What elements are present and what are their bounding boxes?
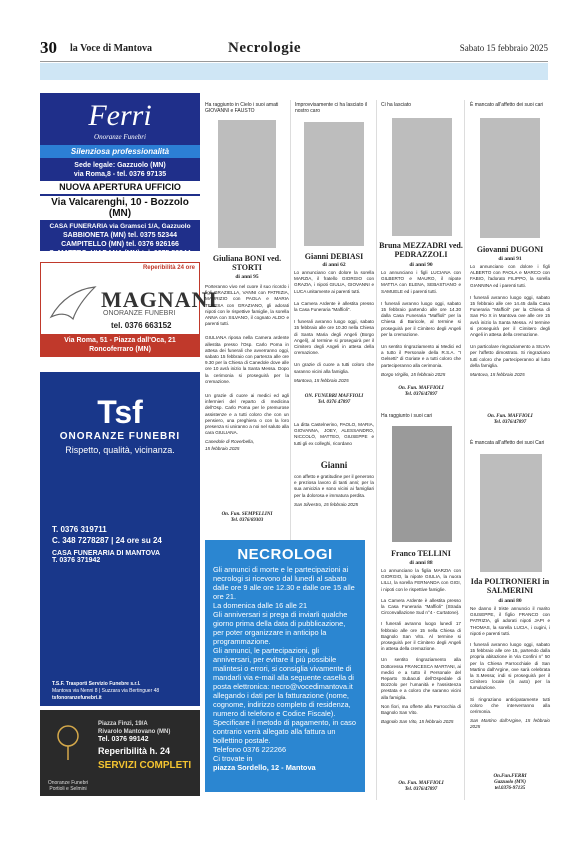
notice-body xyxy=(294,474,374,511)
portioli-a2: Rivarolo Mantovano (MN) xyxy=(98,729,171,735)
notice-paragraph: Non fiori, ma offerte alla Parrocchia di Bagnolo San Vito. xyxy=(381,703,461,716)
ferri-new-office: NUOVA APERTURA UFFICIO xyxy=(40,181,200,194)
publication-name: la Voce di Mantova xyxy=(70,43,152,54)
page-number: 30 xyxy=(40,38,57,57)
sig-name: ON. FUNEBRI MAFFIOLI xyxy=(304,394,364,399)
tsf-f3: tsfonoranzefunebri.it xyxy=(52,695,102,701)
notice-paragraph: Lo annunciano la figlia MARZIA con GIORGIO, la nipote GIULIA, la nuora LILLI, la sorella FERNANDA con GIGI, i nipoti con le rispettive famiglie. xyxy=(381,568,461,592)
notice-body xyxy=(205,284,289,455)
notice-intro: Ha raggiunto i suoi cari xyxy=(381,413,433,419)
notice-paragraph: con affetto e gratitudine per il generoso e preziosa lavoro di tanti anni; per la sua amicizia e sono vicini ai famigliari per la dolorosa e immatura perdita. xyxy=(294,474,374,498)
sig-tel: Tel. 0376/47897 xyxy=(493,420,527,425)
notice-paragraph: GIULIANA riposa nella Camera ardente allestita presso l'Osp. Carlo Poma in attesa dei funerali che avverranno oggi, sabato 15 febbraio con partenza alle ore 9.30 per la Chiesa di Canedole dove alle ore 10 avrà inizio la Santa Messa. Dopo la cerimonia si proseguirà per la cremazione. xyxy=(205,335,289,384)
funeral-home-signature xyxy=(381,386,461,398)
page-header xyxy=(40,36,548,62)
deceased-name: Bruna MEZZADRI ved. PEDRAZZOLI xyxy=(379,241,463,259)
portioli-logo xyxy=(44,780,92,792)
rose-icon xyxy=(46,718,90,762)
sig-tel: Tel. 0376 47897 xyxy=(317,400,351,405)
notice-paragraph: La Camera Ardente è allestita presso la Casa Funeraria "Maffioli". xyxy=(294,300,374,313)
tsf-footer xyxy=(52,681,159,702)
info-line: Gli annunci, le partecipazioni, gli anniversari, per evitare il più possibile malintesi o errori, si consiglia vivamente di mandarli via e-mail alla seguente casella di posta elettronica: necro@vocedimantova.it allegando i dati per la fatturazione (nome, cognome, indirizzo completo di residenza, numero di telefono e Codice Fiscale). xyxy=(213,646,354,718)
info-line: Telefono 0376 222266 xyxy=(213,745,287,754)
tsf-slogan: Rispetto, qualità, vicinanza. xyxy=(65,445,175,455)
sig-tel: tel.0376-97135 xyxy=(494,786,526,791)
magnani-brand: MAGNANI xyxy=(101,287,218,312)
notice-place: San Martino dall'Argine, xyxy=(470,718,523,724)
ad-tsf-contacts[interactable] xyxy=(40,504,200,706)
notice-place: Bagnolo San Vito, 15 febbraio 2025 xyxy=(381,719,454,725)
sig-name: On.Fun.FERRI xyxy=(493,774,527,779)
column-separator xyxy=(290,100,291,540)
notice-paragraph: Un particolare ringraziamento a SILVIA per l'affetto dimostrato. Si ringraziano tutti coloro che parteciperanno al lutto della famiglia. xyxy=(470,344,550,368)
notice-body xyxy=(470,606,550,734)
portrait-photo xyxy=(304,122,364,246)
notice-paragraph: Un grazie di cuore a tutti coloro che saranno vicini alla famiglia. xyxy=(294,362,374,374)
deceased-name: Gianni xyxy=(320,460,348,470)
notice-intro: La ditta Castelnerino, PAOLO, MARIA, GIOVANNA, JOEY, ALESSANDRO, NICCOLÒ, MATTEO, GIUSEPPE e tutti gli ex colleghi, ricordano xyxy=(294,422,374,446)
tsf-home: CASA FUNERARIA DI MANTOVA xyxy=(52,550,161,557)
notice-paragraph: Porteranno vivo nel cuore il suo ricordo i figli GRAZIELLA, VANNI con PATRIZIA, MAURIZIO con PAOLA e MARIA TERESA con GRAZIANO, gli adorati nipoti con le rispettive famiglie, la sorella ANNA con SILVANO, il cognato ALDO e parenti tutti. xyxy=(205,284,289,327)
tsf-t1: T. 0376 319711 xyxy=(52,525,107,534)
notice-paragraph: Lo annunciano i figli LUCIANA con GILBERTO e MAURO, il nipote MATTIA con ELENA, SEBASTIANO e SAMUELE ed i parenti tutti. xyxy=(381,270,461,294)
ferri-new-office-addr: Via Valcarenghi, 10 - Bozzolo (MN) xyxy=(40,196,200,220)
deceased-age: di anni 80 xyxy=(498,598,522,604)
notice-paragraph: Si ringraziano anticipatamente tutti coloro che interverranno alla cerimonia. xyxy=(470,696,550,715)
sig-tel: Tel. 0376/47897 xyxy=(404,392,438,397)
notice-paragraph: Lo annunciano con dolore la sorella MARZIA, il fratello GIORGIO con GRAZIA, i nipoti GIULIA, GIOVANNI e LUCA unitamente ai parenti tutti. xyxy=(294,270,374,294)
notice-body xyxy=(294,270,374,387)
column-separator xyxy=(376,100,377,800)
sig-tel: Tel. 0376/47897 xyxy=(404,787,438,792)
ferri-l2: CAMPITELLO (MN) tel. 0376 926166 xyxy=(61,241,179,248)
tsf-sub: ONORANZE FUNEBRI xyxy=(59,431,181,442)
notice-date: 15 febbraio 2025 xyxy=(205,445,240,451)
necrologi-info-box xyxy=(205,540,365,792)
info-line: La domenica dalle 16 alle 21 xyxy=(213,601,308,610)
tsf-t2: C. 348 7278287 | 24 ore su 24 xyxy=(52,536,162,545)
deceased-name: Franco TELLINI xyxy=(391,549,451,558)
deceased-age: di anni 95 xyxy=(235,274,259,280)
notice-paragraph: Ne danno il triste annuncio il marito GIUSEPPE, il figlio FRANCO con PATRIZIA, gli adorati nipoti JAPI e THOMAS, la sorella LUCIA, i cugini, i nipoti e parenti tutti. xyxy=(470,606,550,636)
ferri-home: CASA FUNERARIA via Gramsci 1/A, Gazzuolo xyxy=(49,223,191,230)
notice-mezzadri xyxy=(381,102,461,108)
portrait-photo xyxy=(392,118,452,236)
magnani-address xyxy=(41,334,199,356)
sig-name: On. Fun. MAFFIOLI xyxy=(398,781,444,786)
notice-paragraph: I funerali avranno luogo oggi, sabato 15 febbraio alle ore 10.30 nella Chiesa di Santa Maria degli Angeli (Borgo Angeli), al termine si proseguirà per il Cimitero degli Angeli in attesa della cremazione. xyxy=(294,319,374,356)
deceased-age: di anni 91 xyxy=(498,256,522,262)
portioli-address xyxy=(98,720,170,744)
sig-name: On. Fun. MAFFIOLI xyxy=(398,386,444,391)
sig-tel: Tel. 0376/69303 xyxy=(230,518,264,523)
sig-city: Gazzuolo (MN) xyxy=(494,780,526,785)
funeral-home-signature xyxy=(205,512,289,524)
info-line: piazza Sordello, 12 - Mantova xyxy=(213,763,316,772)
tsf-brand: Tsf xyxy=(97,394,143,430)
notice-body xyxy=(470,264,550,381)
portrait-photo xyxy=(392,426,452,542)
ferri-address: via Roma,8 - tel. 0376 97135 xyxy=(73,171,167,178)
magnani-sub: ONORANZE FUNEBRI xyxy=(103,310,176,317)
funeral-home-signature xyxy=(381,781,461,793)
deceased-name: Giuliana BONI ved. STORTI xyxy=(212,254,282,272)
notice-place: San Silvestro, 15 febbraio 2025 xyxy=(294,501,359,507)
info-line: Gli anniversari si prega di inviarli qualche giorno prima della data di pubblicazione, per poter organizzare in anticipo la programmazione. xyxy=(213,610,348,646)
notice-paragraph: I funerali avranno luogo oggi, sabato 15 febbraio alle ore 14.45 dalla Casa Funeraria "Maffioli" per la Chiesa di San Pio X in Mantova ove alle ore 15 avrà inizio la Santa Messa. Al termine si proseguirà per il Cimitero degli Angeli in attesa della cremazione. xyxy=(470,294,550,338)
ferri-l1: SABBIONETA (MN) tel. 0375 52344 xyxy=(63,232,177,239)
notice-poltronieri xyxy=(470,440,550,446)
header-band xyxy=(40,63,548,80)
notice-paragraph: La Camera Ardente è allestita presso la Casa Funeraria "Maffioli" (Strada Circonvallazione Sud n°4 - Curtatone). xyxy=(381,597,461,616)
notice-intro: Ci ha lasciato xyxy=(381,102,412,108)
section-title: Necrologie xyxy=(228,40,302,56)
portrait-photo xyxy=(480,118,540,238)
notice-colleagues xyxy=(294,422,374,450)
funeral-home-signature xyxy=(470,414,550,426)
sig-name: On. Fun. MAFFIOLI xyxy=(487,414,533,419)
ad-ferri[interactable] xyxy=(40,93,200,257)
tsf-f1: T.S.F. Trasporti Servizio Funebre s.r.l. xyxy=(52,681,141,687)
notice-paragraph: I funerali avranno luogo oggi, sabato 15 febbraio partendo alle ore 14.30 dalla Casa Funeraria "Maffioli" per la Chiesa di Baricole, al termine si proseguirà per il Cimitero degli Angeli per la cremazione. xyxy=(381,300,461,337)
info-line: Gli annunci di morte e le partecipazioni ai necrologi si ricevono dal lunedì al sabato dalle ore 9 alle ore 12.30 e dalle ore 15 alle ore 21. xyxy=(213,565,355,601)
notice-intro: È mancata all'affetto dei suoi Cari xyxy=(470,440,545,446)
dove-icon xyxy=(47,279,99,327)
sig-name: On. Fun. SEMPELLINI xyxy=(221,512,273,517)
magnani-addr2: Roncoferraro (MN) xyxy=(89,346,151,353)
notice-body xyxy=(381,568,461,728)
ad-magnani[interactable] xyxy=(40,262,218,357)
ferri-brand: Ferri xyxy=(88,99,152,132)
portrait-photo xyxy=(218,120,276,248)
portioli-serv: SERVIZI COMPLETI xyxy=(98,760,192,771)
info-line: Ci trovate in xyxy=(213,754,253,763)
notice-paragraph: I funerali avranno luogo oggi, sabato 15 febbraio alle ore 15, partendo dalla propria abitazione in Via Confini n° 50 per la Chiesa Parrocchiale di San Martino dall'Argine, ove sarà celebrata la S.Messa; indi si proseguirà per il Cimitero locale (in auto) per la tumulazione. xyxy=(470,642,550,691)
ad-portioli[interactable] xyxy=(40,710,200,796)
portrait-photo xyxy=(480,454,542,572)
notice-place: Canedole di Roverbella, xyxy=(205,439,255,445)
notice-body xyxy=(381,270,461,381)
ad-tsf[interactable] xyxy=(40,372,200,504)
deceased-age: di anni 62 xyxy=(322,262,346,268)
notice-place: Mantova, 15 febbraio 2025 xyxy=(470,372,525,378)
deceased-name: Ida POLTRONIERI in SALMERINI xyxy=(470,577,550,595)
portioli-logo2: Portioli e Selmini xyxy=(49,786,87,792)
deceased-name: Gianni DEBIASI xyxy=(304,252,364,261)
necrologi-title: NECROLOGI xyxy=(237,546,333,563)
notice-place: Mantova, 15 febbraio 2025 xyxy=(294,377,349,383)
notice-debiasi xyxy=(295,102,373,115)
magnani-addr1: Via Roma, 51 - Piazza dall'Oca, 21 xyxy=(64,337,176,344)
funeral-home-signature xyxy=(294,394,374,406)
ferri-subtitle: Onoranze Funebri xyxy=(94,133,146,141)
ferri-l3: S. MATTEO, VIADANA (MN) tel. 0375 52344 xyxy=(49,250,191,257)
portioli-a1: Piazza Finzi, 19/A xyxy=(98,721,148,727)
notice-boni xyxy=(205,102,287,115)
notice-intro: Ha raggiunto in Cielo i suoi amati GIOVANNI e FAUSTO xyxy=(205,102,279,115)
deceased-age: di anni 90 xyxy=(409,262,433,268)
tsf-f2: Mantova via Nenni 8 | Suzzara via Bertinguer 48 xyxy=(52,688,160,694)
notice-intro: Improvvisamente ci ha lasciato il nostro caro xyxy=(295,102,367,115)
deceased-name: Giovanni DUGONI xyxy=(476,245,544,254)
deceased-age: di anni 88 xyxy=(409,560,433,566)
ferri-slogan: Silenziosa professionalità xyxy=(40,145,200,158)
portioli-rep: Reperibilità h. 24 xyxy=(98,746,171,756)
notice-paragraph: Un grazie di cuore ai medici ed agli infermieri del reparto di medicina dell'Osp. Carlo Poma per le premurose assistenze e a tutti coloro che con un pensiero, una preghiera o con la loro presenza si uniranno a noi nel saluto alla cara GIULIANA. xyxy=(205,393,289,436)
notice-paragraph: Un sentito ringraziamento alla Dottoressa FRANCESCA MARTANI, ai medici e a tutto il Personale del Reparto Subacuti dell'Ospedale di Bozzolo per l'umanità e l'assistenza prestata e a coloro che saranno vicini alla famiglia. xyxy=(381,657,461,700)
column-separator xyxy=(464,100,465,800)
issue-date: Sabato 15 febbraio 2025 xyxy=(459,43,548,53)
info-line: Specificare il metodo di pagamento, in caso contrario verrà allegato alla fattura un bollettino postale. xyxy=(213,718,356,745)
magnani-rep: Reperibilità 24 ore xyxy=(142,265,195,271)
notice-place: Borgo Virgilio, 15 febbraio 2025 xyxy=(381,371,446,377)
notice-tellini xyxy=(381,413,461,419)
notice-dugoni xyxy=(470,102,550,108)
funeral-home-signature xyxy=(470,774,550,792)
magnani-tel: tel. 0376 663152 xyxy=(111,321,172,330)
notice-date: 15 febbraio 2025 xyxy=(470,718,550,730)
tsf-t3: T. 0376 371942 xyxy=(52,557,101,564)
portioli-tel: Tel. 0376 99142 xyxy=(98,736,149,743)
notice-paragraph: Un sentito ringraziamento ai Medici ed a tutto il Personale della R.S.A. "I Gelsetti" di Goriate e a tutti coloro che parteciperanno alla cerimonia. xyxy=(381,344,461,368)
ferri-legal: Sede legale: Gazzuolo (MN) xyxy=(74,162,166,169)
notice-intro: È mancato all'affetto dei suoi cari xyxy=(470,102,544,108)
notice-paragraph: Lo annunciano con dolore i figli ALBERTO con PAOLA e MARCO con FABIO, l'adorato FILIPPO, la sorella GIANNINA ed i parenti tutti. xyxy=(470,264,550,288)
portioli-logo1: Onoranze Funebri xyxy=(47,780,89,786)
notice-paragraph: I funerali avranno luogo lunedì 17 febbraio alle ore 15 nella Chiesa di Bagnolo San Vito. Al termine si proseguirà per il Cimitero degli Angeli in attesa della cremazione. xyxy=(381,621,461,652)
